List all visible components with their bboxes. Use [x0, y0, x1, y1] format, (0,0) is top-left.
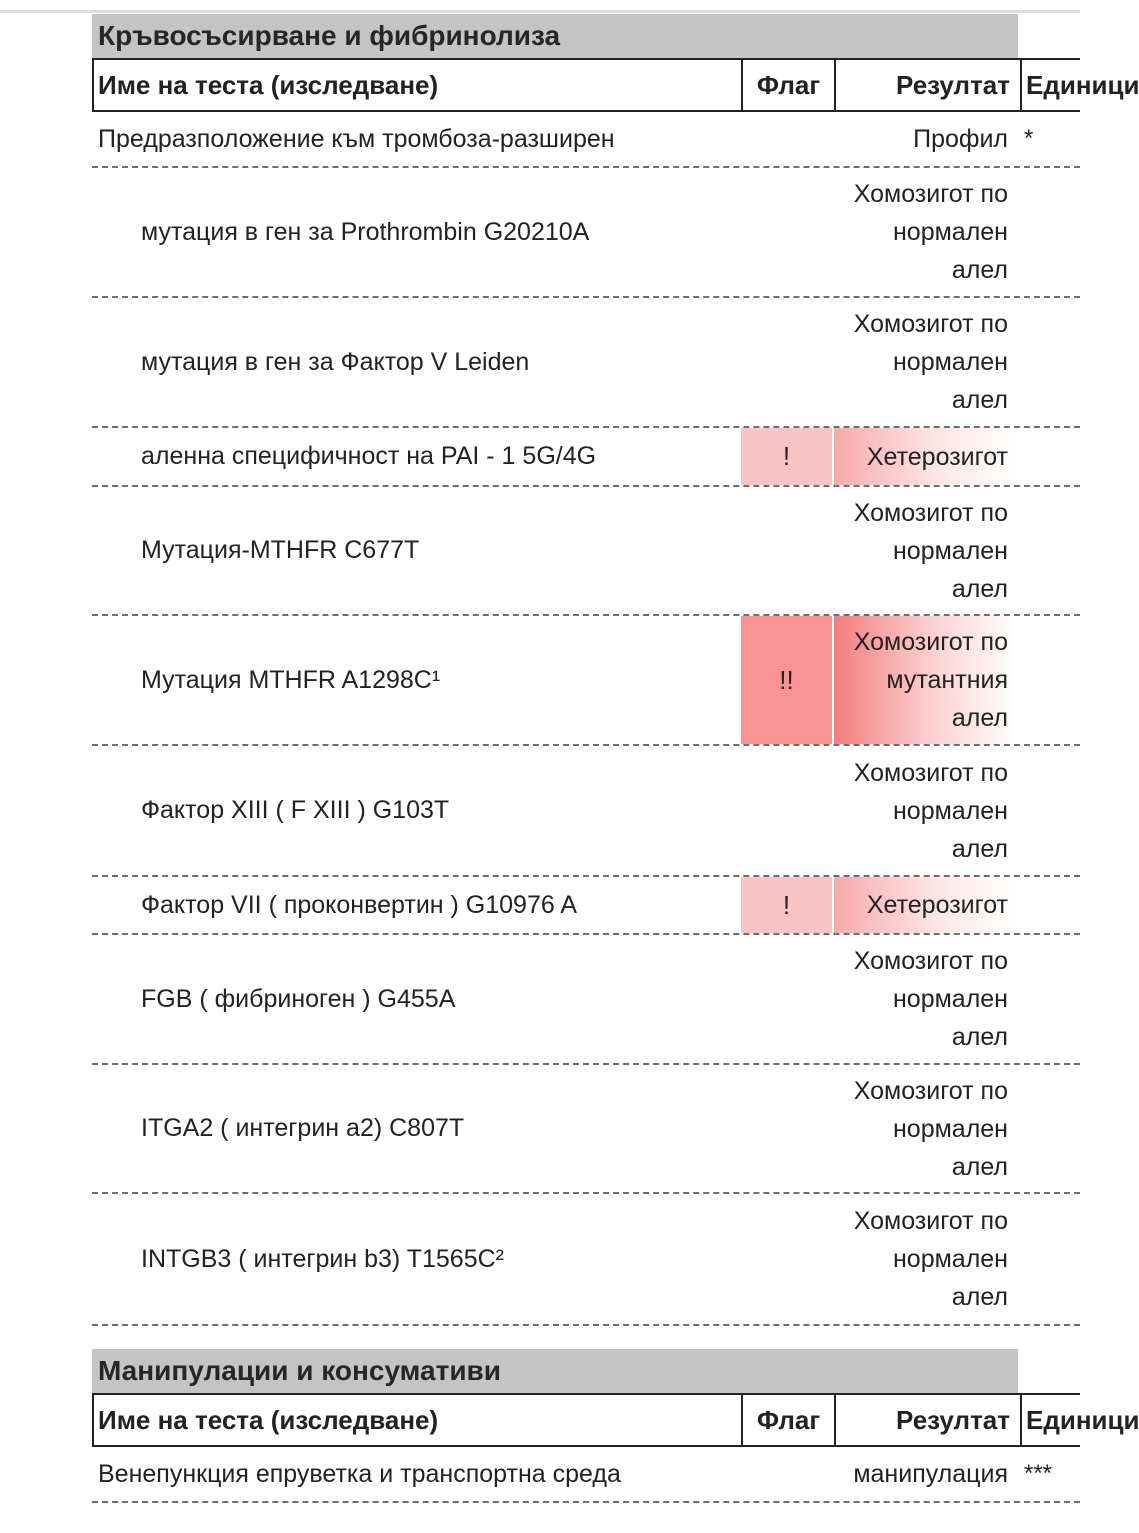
- result-cell: Хетерозигот: [834, 877, 1018, 933]
- table-row: [92, 168, 1080, 298]
- result-cell: Хомозигот по нормален алел: [853, 180, 1008, 284]
- flag-cell: [741, 935, 832, 1063]
- header-unit: Единици: [1020, 60, 1082, 110]
- flag-cell: [741, 746, 832, 875]
- flag-cell: !: [741, 877, 832, 933]
- table-row: [92, 112, 1080, 168]
- table-row: [92, 746, 1080, 877]
- test-name: Предразположение към тромбоза-разширен: [98, 124, 615, 153]
- test-name: Венепункция епруветка и транспортна среда: [98, 1459, 621, 1488]
- unit-cell: *: [1024, 125, 1034, 152]
- test-name: FGB ( фибриноген ) G455A: [141, 984, 456, 1013]
- flag-cell: !: [741, 428, 832, 485]
- test-name: Фактор XIII ( F XIII ) G103T: [141, 796, 450, 824]
- result-cell: Профил: [913, 125, 1008, 153]
- table-row: [92, 1194, 1080, 1326]
- result-cell: Хомозигот по нормален алел: [853, 1207, 1008, 1311]
- top-divider: [0, 10, 1080, 13]
- header-result: Резултат: [834, 1395, 1020, 1445]
- test-name: мутация в ген за Prothrombin G20210A: [141, 217, 590, 246]
- flag-cell: [741, 298, 832, 426]
- test-name: Фактор VII ( проконвертин ) G10976 A: [141, 890, 578, 919]
- table-header: [92, 1393, 1139, 1447]
- section-manipulations: [92, 1349, 1139, 1503]
- table-row: [92, 428, 1080, 487]
- header-unit: Единици: [1020, 1395, 1082, 1445]
- table-row: [92, 616, 1080, 746]
- flag-cell: [741, 1194, 832, 1324]
- test-name: аленна специфичност на PAI - 1 5G/4G: [141, 442, 597, 470]
- section-title: Манипулации и консумативи: [92, 1349, 1018, 1393]
- flag-cell: [741, 168, 832, 296]
- flag-cell: [741, 1447, 832, 1501]
- result-cell: Хомозигот по нормален алел: [853, 498, 1008, 603]
- header-flag: Флаг: [741, 60, 834, 110]
- header-result: Резултат: [834, 60, 1020, 110]
- flag-cell: [741, 112, 832, 166]
- flag-cell: [741, 487, 832, 614]
- table-row: [92, 1065, 1080, 1194]
- result-cell: Хомозигот по нормален алел: [853, 310, 1008, 414]
- result-cell: Хомозигот по нормален алел: [853, 1076, 1008, 1181]
- unit-cell: ***: [1024, 1460, 1053, 1487]
- header-test-name: Име на теста (изследване): [98, 69, 439, 100]
- header-flag: Флаг: [741, 1395, 834, 1445]
- table-row: [92, 298, 1080, 428]
- table-row: [92, 487, 1080, 616]
- header-test-name: Име на теста (изследване): [98, 1404, 439, 1435]
- flag-cell: [741, 1065, 832, 1192]
- result-cell: манипулация: [853, 1460, 1008, 1488]
- table-header: [92, 58, 1139, 112]
- result-cell: Хомозигот по нормален алел: [853, 758, 1008, 863]
- section-coagulation: [92, 14, 1139, 1326]
- test-name: мутация в ген за Фактор V Leiden: [141, 347, 530, 376]
- test-name: Мутация-MTHFR C677T: [141, 536, 420, 564]
- result-cell: Хетерозигот: [834, 428, 1018, 485]
- test-name: ITGA2 ( интегрин a2) C807T: [141, 1114, 465, 1142]
- result-cell: Хомозигот по нормален алел: [853, 947, 1008, 1051]
- table-row: [92, 1447, 1080, 1503]
- table-row: [92, 877, 1080, 935]
- test-name: Мутация MTHFR A1298C¹: [141, 665, 441, 694]
- section-title: Кръвосъсирване и фибринолиза: [92, 14, 1018, 58]
- flag-cell: !!: [741, 616, 832, 744]
- result-cell: Хомозигот по мутантния алел: [834, 616, 1018, 744]
- table-row: [92, 935, 1080, 1065]
- test-name: INTGB3 ( интегрин b3) T1565C²: [141, 1244, 504, 1273]
